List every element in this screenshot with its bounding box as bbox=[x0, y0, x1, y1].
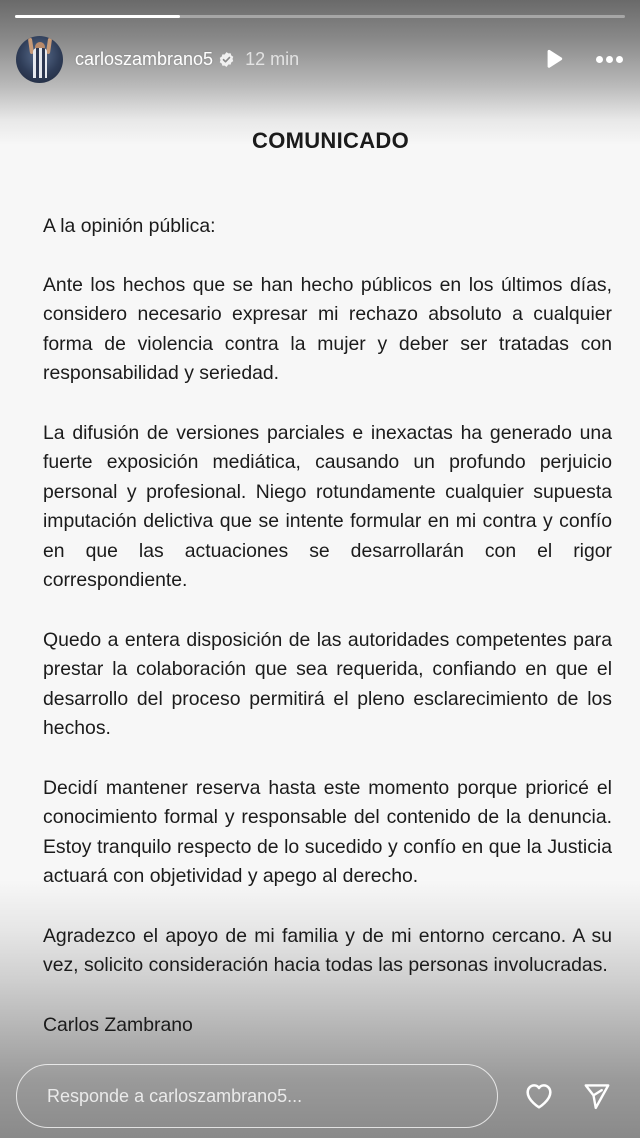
document-paragraph: Quedo a entera disposición de las autoridades competentes para prestar la colaboración que sea requerida, confiando en que el desarrollo del proceso permitirá el pleno esclarecimiento de los hechos. bbox=[43, 628, 612, 739]
post-time: 12 min bbox=[245, 48, 300, 69]
document-paragraph: Ante los hechos que se han hecho públicos en los últimos días, considero necesario expresar mi rechazo absoluto a cualquier forma de violencia contra la mujer y deber ser tratadas con responsabilidad y seriedad. bbox=[43, 273, 612, 384]
heart-icon bbox=[523, 1080, 555, 1112]
play-icon bbox=[543, 47, 565, 71]
send-icon bbox=[582, 1081, 612, 1111]
like-button[interactable] bbox=[522, 1079, 556, 1113]
reply-input[interactable] bbox=[16, 1064, 498, 1128]
document-signature: Carlos Zambrano bbox=[43, 1013, 193, 1036]
document-body bbox=[43, 212, 612, 1040]
username-link[interactable]: carloszambrano5 bbox=[75, 48, 214, 69]
document-paragraph: La difusión de versiones parciales e inexactas ha generado una fuerte exposición mediática, causando un profundo perjuicio personal y profesional. Niego rotundamente cualquier supuesta imputación delictiva que se intente formular en mi contra y confío en que las actuaciones se desarrollarán con el rigor correspondiente. bbox=[43, 421, 612, 591]
share-button[interactable] bbox=[580, 1079, 614, 1113]
document-salutation: A la opinión pública: bbox=[43, 215, 216, 237]
more-options-icon-dot bbox=[616, 56, 623, 63]
play-button[interactable] bbox=[542, 47, 566, 71]
document-paragraph: Decidí mantener reserva hasta este momento porque prioricé el conocimiento formal y responsable del contenido de la denuncia. Estoy tranquilo respecto de lo sucedido y confío en que la Justicia actuará con objetividad y apego al derecho. bbox=[43, 776, 612, 887]
story-progress-bar bbox=[15, 15, 625, 18]
document-paragraph: Agradezco el apoyo de mi familia y de mi entorno cercano. A su vez, solicito consideración hacia todas las personas involucradas. bbox=[43, 924, 612, 976]
more-options-icon-dot bbox=[596, 56, 603, 63]
verified-badge-icon bbox=[218, 51, 235, 68]
statement-document bbox=[43, 128, 612, 1070]
more-options-button[interactable] bbox=[594, 47, 624, 71]
story-progress-fill bbox=[15, 15, 180, 18]
avatar-figure-jersey bbox=[33, 48, 47, 78]
more-options-icon-dot bbox=[606, 56, 613, 63]
story-footer bbox=[16, 1064, 624, 1128]
story-header bbox=[16, 35, 624, 83]
document-title: COMUNICADO bbox=[252, 128, 409, 153]
avatar[interactable] bbox=[16, 36, 63, 83]
